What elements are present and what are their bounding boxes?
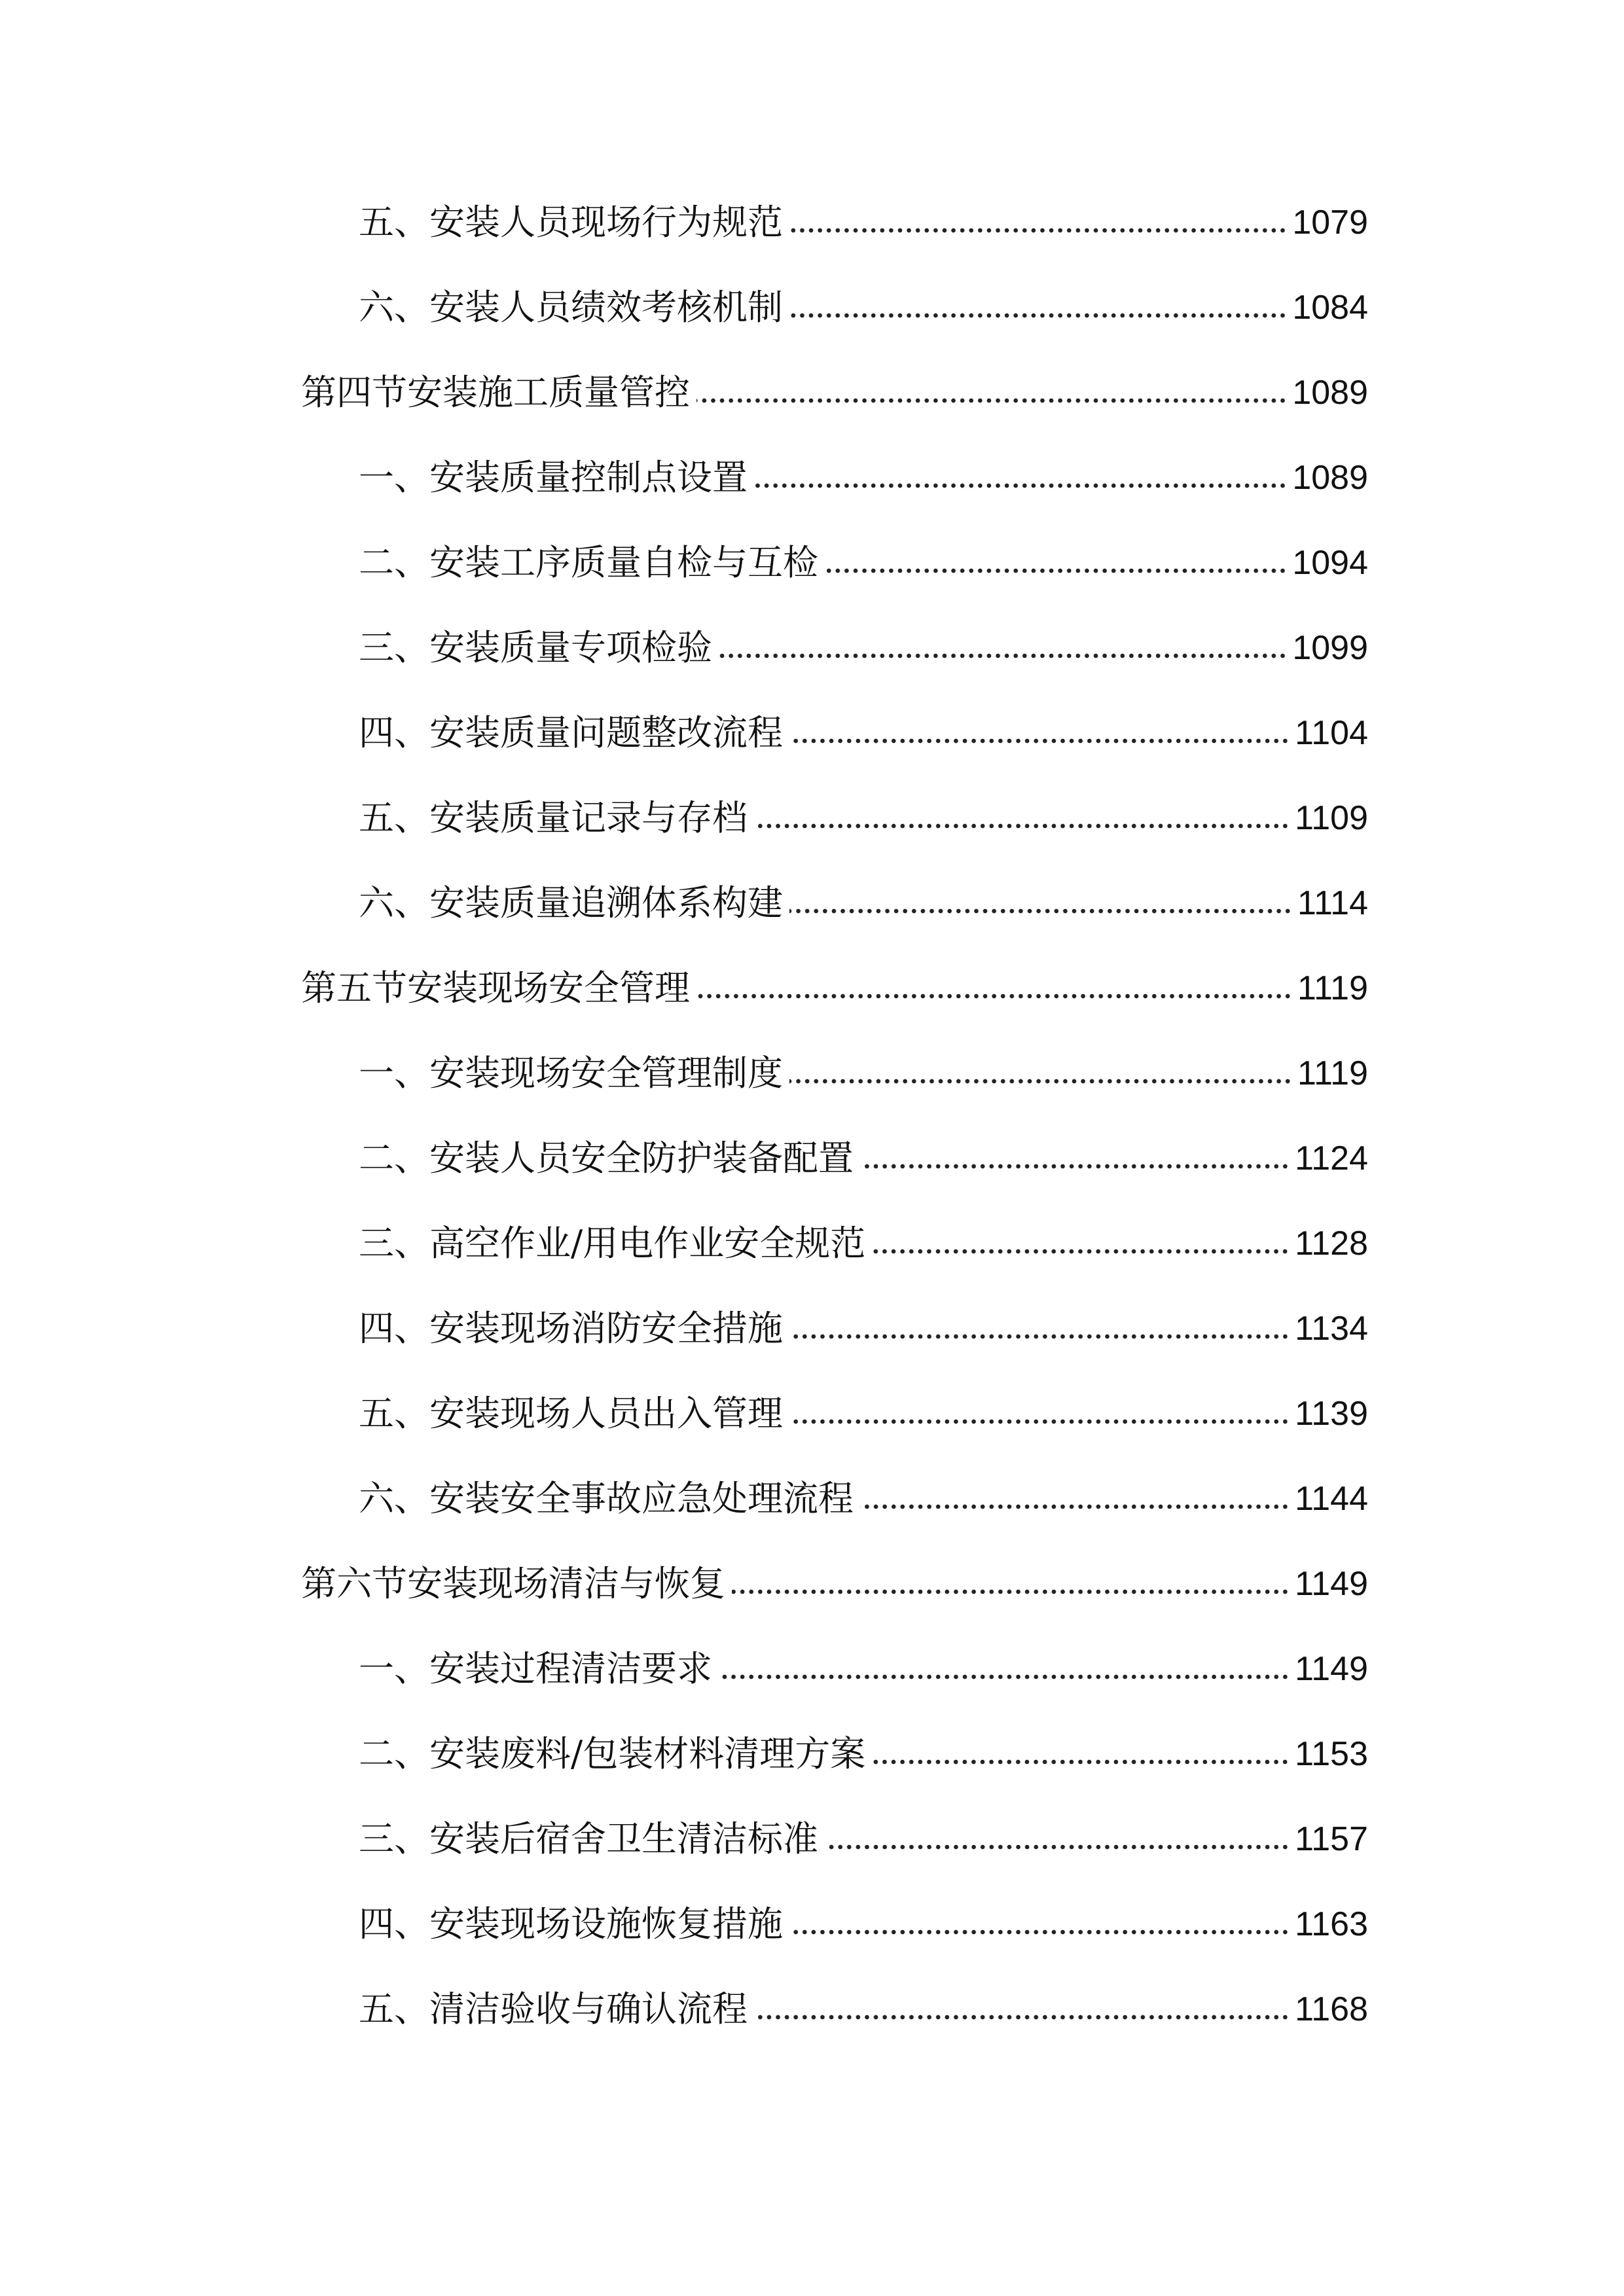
toc-entry-title: 六、安装安全事故应急处理流程 [359,1478,854,1519]
toc-entry-title: 六、安装质量追溯体系构建 [359,882,783,924]
toc-entry[interactable] [301,962,1368,1014]
dot-leader [789,1331,1290,1342]
toc-entry[interactable] [359,196,1368,249]
dot-leader [825,1842,1290,1852]
dot-leader [754,821,1290,831]
toc-entry-title: 二、安装废料/包装材料清理方案 [359,1733,866,1774]
toc-entry[interactable] [359,1728,1368,1780]
toc-entry[interactable] [359,1813,1368,1865]
toc-entry-title: 五、清洁验收与确认流程 [359,1988,748,2030]
toc-entry-title: 第五节安装现场安全管理 [301,967,690,1009]
dot-leader [789,736,1290,746]
toc-entry-title: 五、安装现场人员出入管理 [359,1393,783,1434]
toc-entry-title: 一、安装过程清洁要求 [359,1648,712,1689]
toc-entry[interactable] [359,622,1368,674]
toc-entry-page: 1099 [1292,629,1368,667]
toc-entry-page: 1157 [1295,1820,1368,1858]
toc-entry-page: 1168 [1295,1990,1368,2028]
toc-entry[interactable] [359,1898,1368,1950]
toc-entry-page: 1128 [1295,1225,1368,1263]
toc-entry-page: 1079 [1292,204,1368,242]
toc-entry[interactable] [359,877,1368,929]
toc-entry[interactable] [359,1473,1368,1525]
toc-entry[interactable] [359,537,1368,589]
dot-leader [860,1501,1290,1512]
toc-entry[interactable] [359,1217,1368,1270]
toc-entry-page: 1084 [1292,289,1368,327]
dot-leader [789,1927,1290,1937]
toc-entry[interactable] [301,1558,1368,1610]
toc-entry[interactable] [359,1983,1368,2036]
toc-entry-page: 1124 [1295,1139,1368,1177]
dot-leader [789,225,1287,236]
toc-entry-page: 1144 [1295,1480,1368,1518]
toc-entry-page: 1119 [1297,1054,1368,1092]
toc-entry-title: 四、安装现场消防安全措施 [359,1308,783,1349]
toc-entry-page: 1114 [1297,884,1368,922]
toc-entry-title: 四、安装现场设施恢复措施 [359,1903,783,1945]
toc-entry[interactable] [359,1643,1368,1695]
toc-entry-title: 三、安装后宿舍卫生清洁标准 [359,1818,818,1859]
dot-leader [789,1416,1290,1427]
toc-entry-page: 1089 [1292,459,1368,497]
toc-entry[interactable] [359,1047,1368,1100]
toc-entry-title: 二、安装人员安全防护装备配置 [359,1138,854,1179]
toc-entry[interactable] [359,281,1368,334]
toc-entry-page: 1149 [1295,1565,1368,1603]
dot-leader [754,2012,1290,2022]
dot-leader [719,651,1287,661]
toc-entry-title: 二、安装工序质量自检与互检 [359,542,818,583]
toc-entry[interactable] [359,452,1368,504]
toc-entry-page: 1163 [1295,1905,1368,1943]
dot-leader [872,1757,1290,1767]
toc-entry-page: 1109 [1295,799,1368,837]
toc-entry-title: 第四节安装施工质量管控 [301,372,690,413]
dot-leader [719,1672,1290,1682]
dot-leader [789,906,1292,916]
toc-entry-title: 三、安装质量专项检验 [359,627,712,668]
toc-entry-page: 1089 [1292,374,1368,412]
dot-leader [754,480,1287,491]
toc-entry-title: 一、安装质量控制点设置 [359,457,748,498]
toc-entry-title: 一、安装现场安全管理制度 [359,1052,783,1094]
toc-entry[interactable] [359,1388,1368,1440]
toc-entry-title: 第六节安装现场清洁与恢复 [301,1563,725,1604]
toc-entry-title: 四、安装质量问题整改流程 [359,712,783,753]
dot-leader [825,565,1287,576]
dot-leader [789,310,1287,321]
dot-leader [696,991,1292,1001]
toc-entry-title: 五、安装质量记录与存档 [359,797,748,838]
toc-entry-page: 1149 [1295,1650,1368,1688]
dot-leader [872,1246,1290,1257]
toc-entry-title: 五、安装人员现场行为规范 [359,202,783,243]
dot-leader [860,1161,1290,1172]
toc-entry[interactable] [359,1302,1368,1355]
dot-leader [732,1587,1290,1597]
toc-entry-page: 1119 [1297,969,1368,1007]
dot-leader [789,1076,1292,1086]
toc-entry-page: 1139 [1295,1395,1368,1433]
toc-entry-page: 1134 [1295,1310,1368,1348]
toc-entry-title: 六、安装人员绩效考核机制 [359,287,783,328]
toc-entry-title: 三、高空作业/用电作业安全规范 [359,1223,866,1264]
toc-entry[interactable] [301,367,1368,419]
toc-entry-page: 1153 [1295,1735,1368,1773]
toc-entry-page: 1104 [1295,714,1368,752]
toc-entry[interactable] [359,1132,1368,1185]
toc-entry[interactable] [359,792,1368,844]
dot-leader [696,395,1287,406]
toc-entry[interactable] [359,707,1368,759]
toc-entry-page: 1094 [1292,544,1368,582]
